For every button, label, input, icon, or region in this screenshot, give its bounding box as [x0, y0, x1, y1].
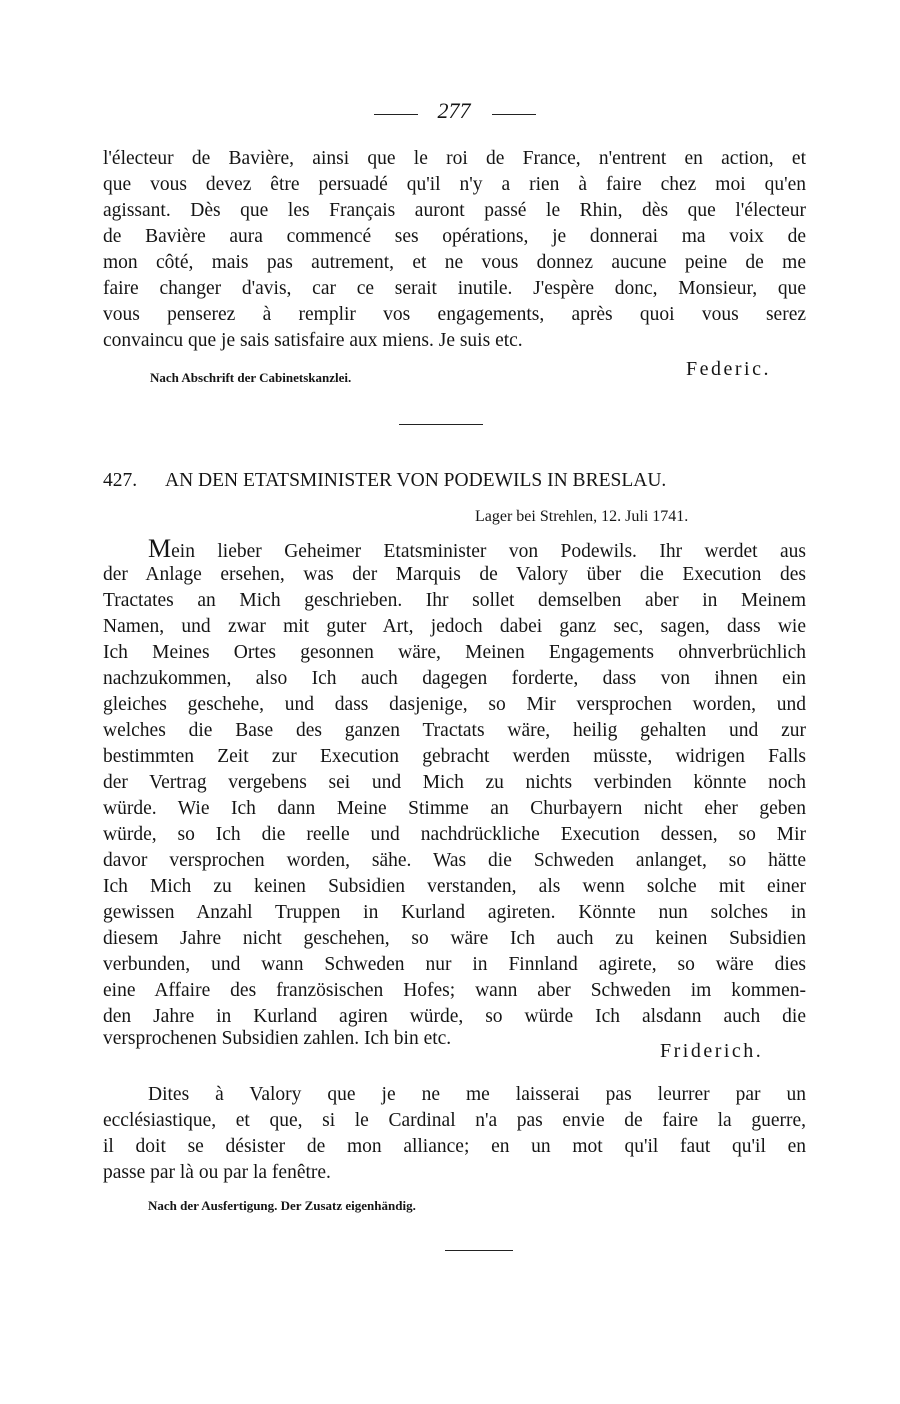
text-line: mon côté, mais pas autrement, et ne vous donnez aucune peine de me: [103, 252, 806, 273]
text-line: der Anlage ersehen, was der Marquis de Valory über die Execution des: [103, 564, 806, 585]
text-line: Mein lieber Geheimer Etatsminister von Podewils. Ihr werdet aus: [148, 534, 806, 563]
source-note: Nach der Ausfertigung. Der Zusatz eigenhändig.: [148, 1198, 416, 1213]
text-line: davor versprochen worden, sähe. Was die Schweden anlanget, so hätte: [103, 850, 806, 871]
text-line: gleiches geschehe, und dass dasjenige, so Mir versprochen worden, und: [103, 694, 806, 715]
letter-heading: [103, 470, 806, 492]
header-rule-left: [374, 114, 418, 115]
section-divider: [399, 424, 483, 425]
text-line: vous penserez à remplir vos engagements, après quoi vous serez: [103, 304, 806, 325]
page-number: 277: [437, 98, 471, 123]
letter-number: 427.: [103, 470, 138, 491]
text-line: passe par là ou par la fenêtre.: [103, 1162, 331, 1183]
text-line: der Vertrag vergebens sei und Mich zu nichts verbinden könnte noch: [103, 772, 806, 793]
signature: Friderich.: [660, 1040, 764, 1062]
text-line: nachzukommen, also Ich auch dagegen forderte, dass von ihnen ein: [103, 668, 806, 689]
text-line: den Jahre in Kurland agiren würde, so würde Ich alsdann auch die: [103, 1006, 806, 1027]
text-line: convaincu que je sais satisfaire aux miens. Je suis etc.: [103, 330, 523, 351]
text-line: welches die Base des ganzen Tractats wäre, heilig gehalten und zur: [103, 720, 806, 741]
text-line: agissant. Dès que les Français auront passé le Rhin, dès que l'électeur: [103, 200, 806, 221]
section-divider: [445, 1250, 513, 1251]
text-line: gewissen Anzahl Truppen in Kurland agireten. Könnte nun solches in: [103, 902, 806, 923]
text-line: würde. Wie Ich dann Meine Stimme an Churbayern nicht eher geben: [103, 798, 806, 819]
text-line: versprochenen Subsidien zahlen. Ich bin etc.: [103, 1028, 452, 1049]
initial-capital: M: [148, 534, 172, 563]
letter-title: AN DEN ETATSMINISTER VON PODEWILS IN BRESLAU.: [165, 470, 667, 491]
text-line: il doit se désister de mon alliance; en un mot qu'il faut qu'il en: [103, 1136, 806, 1157]
text-line: Ich Meines Ortes gesonnen wäre, Meinen Engagements ohnverbrüchlich: [103, 642, 806, 663]
text-line: verbunden, und wann Schweden nur in Finnland agirete, so wäre dies: [103, 954, 806, 975]
text-line: de Bavière aura commencé ses opérations, je donnerai ma voix de: [103, 226, 806, 247]
text-line: ecclésiastique, et que, si le Cardinal n'a pas envie de faire la guerre,: [103, 1110, 806, 1131]
text-line: faire changer d'avis, car ce serait inutile. J'espère donc, Monsieur, que: [103, 278, 806, 299]
text-line: Namen, und zwar mit guter Art, jedoch dabei ganz sec, sagen, dass wie: [103, 616, 806, 637]
text-line: que vous devez être persuadé qu'il n'y a rien à faire chez moi qu'en: [103, 174, 806, 195]
page-header: [0, 96, 900, 130]
text-line: l'électeur de Bavière, ainsi que le roi de France, n'entrent en action, et: [103, 148, 806, 169]
text-line: Tractates an Mich geschrieben. Ihr sollet demselben aber in Meinem: [103, 590, 806, 611]
text-line: bestimmten Zeit zur Execution gebracht werden müsste, widrigen Falls: [103, 746, 806, 767]
text-line: eine Affaire des französischen Hofes; wann aber Schweden im kommen-: [103, 980, 806, 1001]
header-rule-right: [492, 114, 536, 115]
text-line: würde, so Ich die reelle und nachdrückliche Execution dessen, so Mir: [103, 824, 806, 845]
source-note: Nach Abschrift der Cabinetskanzlei.: [150, 370, 352, 385]
signature: Federic.: [686, 358, 771, 380]
text-line: Dites à Valory que je ne me laisserai pas leurrer par un: [148, 1084, 806, 1105]
text-line: Ich Mich zu keinen Subsidien verstanden, als wenn solche mit einer: [103, 876, 806, 897]
text-line: diesem Jahre nicht geschehen, so wäre Ich auch zu keinen Subsidien: [103, 928, 806, 949]
place-date: Lager bei Strehlen, 12. Juli 1741.: [475, 508, 689, 525]
